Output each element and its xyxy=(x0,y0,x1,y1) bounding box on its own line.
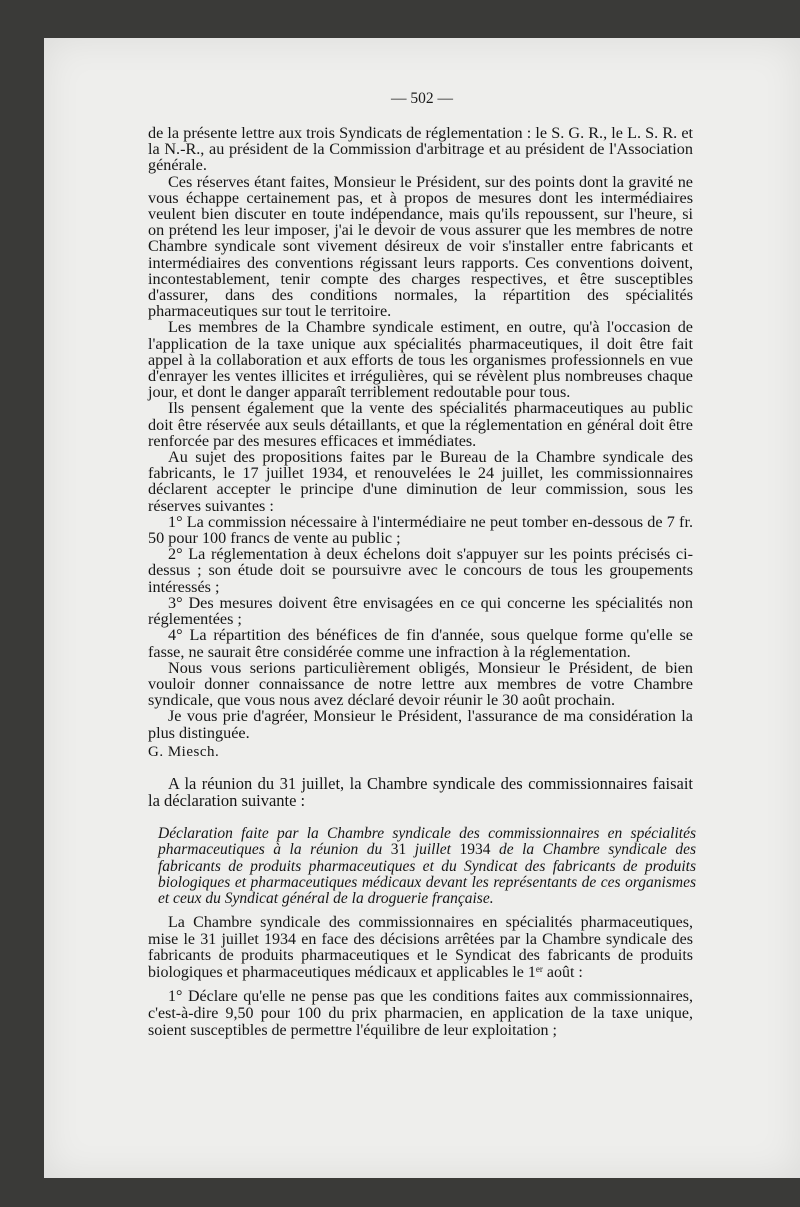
list-item: 2° La réglementation à deux échelons doit s'appuyer sur les points précisés ci-dessus ; son étude doit se poursuivre avec le concours de tous les groupements intéressés ; xyxy=(148,545,693,596)
list-item: 3° Des mesures doivent être envisagées en ce qui concerne les spécialités non réglementées ; xyxy=(148,593,693,629)
letter-body xyxy=(148,125,693,760)
section-intro xyxy=(148,775,693,809)
paragraph: Les membres de la Chambre syndicale estiment, en outre, qu'à l'occasion de l'application de la taxe unique aux spécialités pharmaceutiques, il doit être fait appel à la collaboration et aux efforts de tous les organismes professionnels en vue d'enrayer les ventes illicites et irrégulières, qui se révèlent plus nombreuses chaque jour, et dont le danger apparaît terriblement redoutable pour tous. xyxy=(148,318,693,402)
declaration-title-b: juillet xyxy=(406,841,460,859)
paragraph: Nous vous serions particulièrement obligés, Monsieur le Président, de bien vouloir donner connaissance de notre lettre aux membres de votre Chambre syndicale, que vous nous avez déclaré devoir réunir le 30 août prochain. xyxy=(148,658,693,710)
list-item: 4° La répartition des bénéfices de fin d'année, sous quelque forme qu'elle se fasse, ne saurait être considérée comme une infraction à la réglementation. xyxy=(148,626,693,661)
declaration-title-a: Déclaration faite par la Chambre syndicale des commissionnaires en spécialités pharmaceutiques à la réunion du xyxy=(158,825,696,859)
paragraph: Au sujet des propositions faites par le Bureau de la Chambre syndicale des fabricants, le 17 juillet 1934, et renouvelées le 24 juillet, les commissionnaires déclarent accepter le principe d'une diminution de leur commission, sous les réserves suivantes : xyxy=(148,448,693,515)
page-number: — 502 — xyxy=(391,90,453,107)
paragraph: de la présente lettre aux trois Syndicats de réglementation : le S. G. R., le L. S. R. et la N.-R., au président de la Commission d'arbitrage et au président de l'Association générale. xyxy=(148,124,693,175)
declaration-year: 1934 xyxy=(459,841,491,859)
paragraph: Ces réserves étant faites, Monsieur le Président, sur des points dont la gravité ne vous échappe certainement pas, et à propos de mesures dont les intermédiaires veulent bien discuter en toute indépendance, mais qu'ils repoussent, sur l'heure, si on prétend les leur imposer, j'ai le devoir de vous assurer que les membres de notre Chambre syndicale sont vivement désireux de voir s'installer entre fabricants et intermédiaires des conventions régissant leurs rapports. Ces conventions doivent, incontestablement, tenir compte des charges respectives, et être susceptibles d'assurer, dans des conditions normales, la répartition des spécialités pharmaceutiques sur tout le territoire. xyxy=(148,172,693,321)
list-item: 1° Déclare qu'elle ne pense pas que les conditions faites aux commissionnaires, c'est-à-dire 9,50 pour 100 du prix pharmacien, en application de la taxe unique, soient susceptibles de permettre l'équilibre de leur exploitation ; xyxy=(148,988,693,1039)
signature: G. Miesch. xyxy=(148,743,220,760)
paragraph: A la réunion du 31 juillet, la Chambre syndicale des commissionnaires faisait la déclaration suivante : xyxy=(148,774,693,810)
body-text-end: août : xyxy=(542,963,583,981)
list-item: 1° La commission nécessaire à l'intermédiaire ne peut tomber en-dessous de 7 fr. 50 pour 100 francs de vente au public ; xyxy=(148,512,693,548)
superscript: er xyxy=(535,963,543,974)
paragraph: Ils pensent également que la vente des spécialités pharmaceutiques au public doit être réservée aux seuls détaillants, et que la réglementation en général doit être renforcée par des mesures efficaces et immédiates. xyxy=(148,399,693,450)
declaration-body xyxy=(148,915,693,1039)
declaration-title-c: de la Chambre syndicale des fabricants de produits pharmaceutiques et du Syndicat des fabricants de produits biologiques et pharmaceutiques médicaux devant les représentants de ces organismes et ceux du Syndicat général de la droguerie française. xyxy=(158,841,696,908)
declaration-title xyxy=(158,826,696,907)
body-text: La Chambre syndicale des commissionnaires en spécialités pharmaceutiques, mise le 31 juillet 1934 en face des décisions arrêtées par la Chambre syndicale des fabricants de produits pharmaceutiques et le Syndicat des fabricants de produits biologiques et pharmaceutiques médicaux et applicables le 1 xyxy=(148,914,693,981)
paragraph: Je vous prie d'agréer, Monsieur le Président, l'assurance de ma considération la plus distinguée. xyxy=(148,707,693,742)
paragraph xyxy=(148,915,693,981)
declaration-date: 31 xyxy=(390,841,407,859)
